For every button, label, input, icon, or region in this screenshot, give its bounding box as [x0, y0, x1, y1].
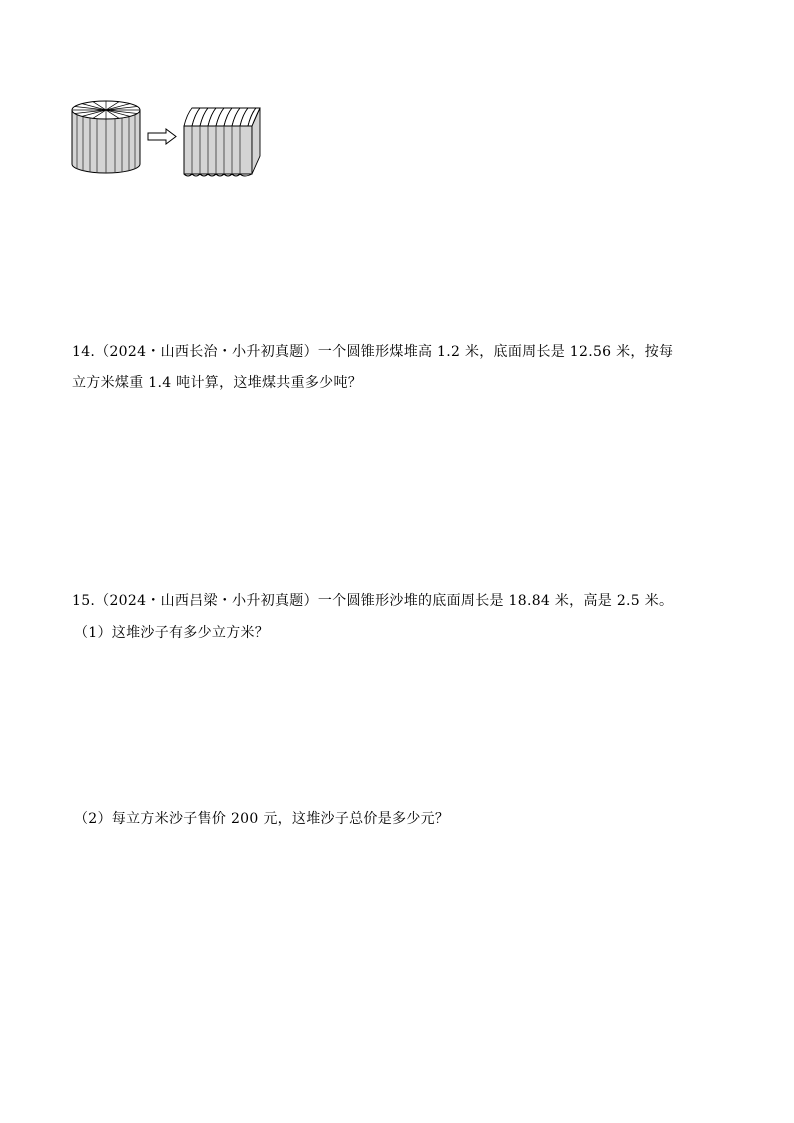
question-14-line-1: 14.（2024・山西长治・小升初真题）一个圆锥形煤堆高 1.2 米，底面周长是 12.56 米，按每 [72, 344, 674, 360]
figure-drawing [66, 96, 266, 180]
question-15-line-1: 15.（2024・山西吕梁・小升初真题）一个圆锥形沙堆的底面周长是 18.84 米，高是 2.5 米。 [72, 593, 674, 609]
question-15-part-1: （1）这堆沙子有多少立方米？ [74, 625, 270, 641]
cylinder-shape [72, 101, 140, 173]
hollow-right-arrow-icon [148, 129, 176, 144]
question-14-line-2: 立方米煤重 1.4 吨计算，这堆煤共重多少吨？ [72, 375, 363, 391]
cuboid-shape [184, 108, 260, 176]
question-15-part-2: （2）每立方米沙子售价 200 元，这堆沙子总价是多少元？ [74, 811, 450, 827]
cylinder-to-cuboid-figure [66, 96, 266, 180]
